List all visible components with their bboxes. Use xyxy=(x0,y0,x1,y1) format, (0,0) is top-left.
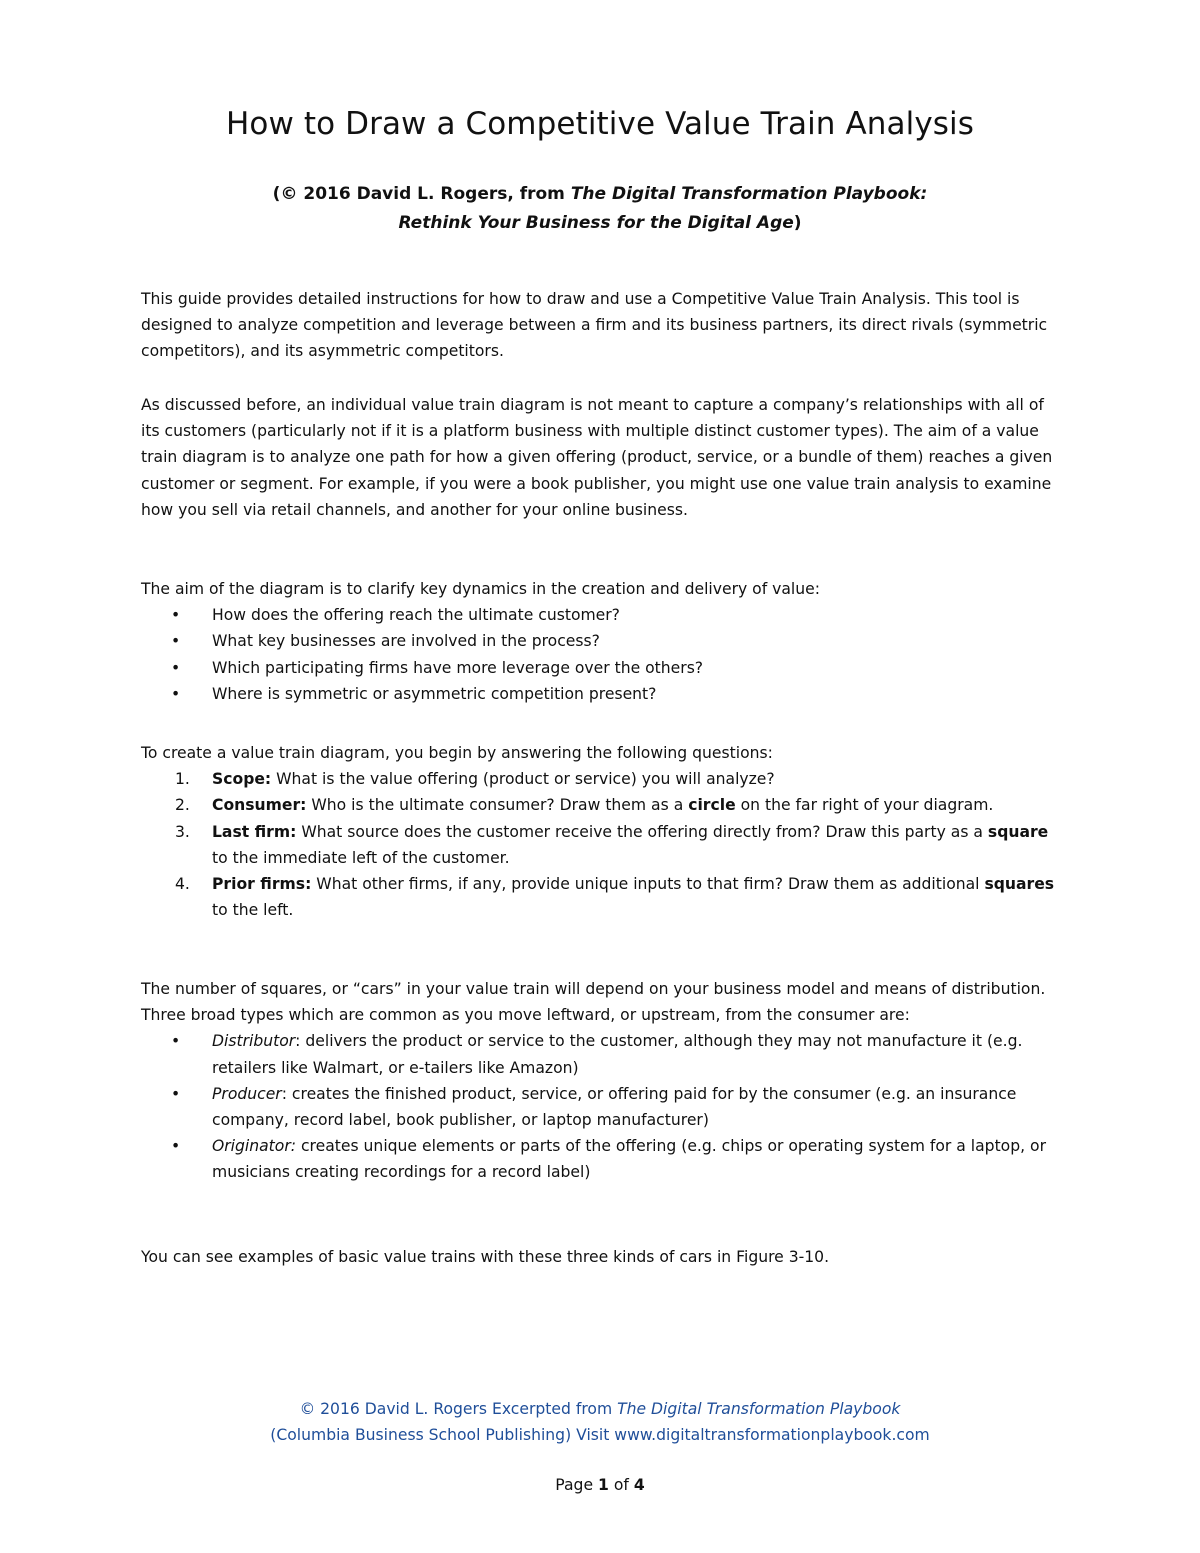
list-item xyxy=(141,792,1066,818)
step-emphasis: circle xyxy=(688,796,736,815)
closing-paragraph xyxy=(141,1244,1066,1270)
page-footer xyxy=(0,1396,1200,1448)
list-item xyxy=(141,1133,1066,1185)
step-label: Consumer: xyxy=(212,796,307,815)
step-number: 1. xyxy=(175,770,190,789)
subtitle-suffix: ) xyxy=(793,213,802,233)
list-item xyxy=(141,602,1066,628)
footer-line-2: (Columbia Business School Publishing) Visit www.digitaltransformationplaybook.com xyxy=(270,1426,930,1444)
closing-text: You can see examples of basic value trains with these three kinds of cars in Figure 3-10. xyxy=(141,1248,830,1266)
car-type-label: Producer xyxy=(212,1084,282,1103)
list-item xyxy=(141,681,1066,707)
bullet-icon: • xyxy=(171,632,181,651)
step-text: What is the value offering (product or service) you will analyze? xyxy=(271,770,775,789)
step-label: Last firm: xyxy=(212,822,297,841)
bullet-icon: • xyxy=(171,684,181,703)
step-number: 4. xyxy=(175,875,190,894)
footer-copyright: © 2016 David L. Rogers Excerpted from xyxy=(299,1400,618,1418)
step-text-end: on the far right of your diagram. xyxy=(735,796,994,815)
step-emphasis: square xyxy=(987,822,1049,841)
page-number-sep: of xyxy=(608,1476,634,1494)
subtitle-book-subtitle: Rethink Your Business for the Digital Age xyxy=(398,213,794,233)
list-item xyxy=(141,766,1066,792)
aim-lead: The aim of the diagram is to clarify key dynamics in the creation and delivery of value: xyxy=(141,580,820,598)
create-steps-list xyxy=(141,766,1066,923)
list-item xyxy=(141,628,1066,654)
create-section xyxy=(141,740,1066,923)
footer-book-title: The Digital Transformation Playbook xyxy=(617,1400,901,1418)
list-item-text: Which participating firms have more leverage over the others? xyxy=(212,658,704,677)
step-number: 3. xyxy=(175,822,190,841)
list-item xyxy=(141,871,1066,923)
create-lead: To create a value train diagram, you begin by answering the following questions: xyxy=(141,744,773,762)
page-number xyxy=(0,1476,1200,1494)
subtitle-line-2 xyxy=(0,209,1200,238)
subtitle-book-title: The Digital Transformation Playbook: xyxy=(570,184,928,204)
step-label: Prior firms: xyxy=(212,875,312,894)
car-type-text: : creates the finished product, service, or offering paid for by the consumer (e.g. an insurance company, record label, book publisher, or laptop manufacturer) xyxy=(212,1084,1017,1130)
cars-bullet-list xyxy=(141,1028,1066,1185)
footer-line-1 xyxy=(0,1396,1200,1422)
cars-section xyxy=(141,976,1066,1186)
cars-lead: The number of squares, or “cars” in your value train will depend on your business model and means of distribution. Three broad types which are common as you move leftward, or upstream, from the consumer are: xyxy=(141,980,1046,1025)
paragraph-value-train xyxy=(141,392,1066,523)
bullet-icon: • xyxy=(171,658,181,677)
step-label: Scope: xyxy=(212,770,272,789)
page-number-prefix: Page xyxy=(555,1476,599,1494)
intro-text: This guide provides detailed instructions for how to draw and use a Competitive Value Train Analysis. This tool is designed to analyze competition and leverage between a firm and its business partners, its direct rivals (symmetric competitors), and its asymmetric competitors. xyxy=(141,290,1048,361)
step-emphasis: squares xyxy=(984,875,1055,894)
car-type-text: creates unique elements or parts of the offering (e.g. chips or operating system for a laptop, or musicians creating recordings for a record label) xyxy=(212,1137,1046,1182)
list-item xyxy=(141,655,1066,681)
car-type-text: : delivers the product or service to the customer, although they may not manufacture it (e.g. retailers like Walmart, or e-tailers like Amazon) xyxy=(212,1032,1023,1077)
subtitle-prefix: (© 2016 David L. Rogers, from xyxy=(272,184,571,204)
subtitle-line-1 xyxy=(0,180,1200,209)
intro-paragraph xyxy=(141,286,1066,365)
aim-bullet-list xyxy=(141,602,1066,707)
step-text: Who is the ultimate consumer? Draw them as a xyxy=(306,796,689,815)
aim-section xyxy=(141,576,1066,707)
list-item-text: Where is symmetric or asymmetric competition present? xyxy=(212,684,657,703)
list-item xyxy=(141,819,1066,871)
step-number: 2. xyxy=(175,796,190,815)
bullet-icon: • xyxy=(171,606,181,625)
page-number-current: 1 xyxy=(598,1476,609,1494)
bullet-icon: • xyxy=(171,1137,181,1156)
page-number-total: 4 xyxy=(633,1476,645,1494)
bullet-icon: • xyxy=(171,1032,181,1051)
list-item-text: What key businesses are involved in the process? xyxy=(212,632,600,651)
step-text: What source does the customer receive the offering directly from? Draw this party as a xyxy=(296,822,988,841)
paragraph-value-train-text: As discussed before, an individual value train diagram is not meant to capture a company’s relationships with all of its customers (particularly not if it is a platform business with multiple distinct customer types). The aim of a value train diagram is to analyze one path for how a given offering (product, service, or a bundle of them) reaches a given customer or segment. For example, if you were a book publisher, you might use one value train analysis to examine how you sell via retail channels, and another for your online business. xyxy=(141,396,1053,519)
list-item-text: How does the offering reach the ultimate customer? xyxy=(212,606,620,625)
car-type-label: Distributor xyxy=(212,1032,296,1051)
car-type-label: Originator: xyxy=(212,1137,297,1156)
step-text-end: to the left. xyxy=(212,901,294,920)
list-item xyxy=(141,1081,1066,1133)
step-text: What other firms, if any, provide unique inputs to that firm? Draw them as additional xyxy=(311,875,985,894)
list-item xyxy=(141,1028,1066,1080)
document-title: How to Draw a Competitive Value Train Analysis xyxy=(225,106,975,142)
document-subtitle xyxy=(0,180,1200,238)
step-text-end: to the immediate left of the customer. xyxy=(212,848,510,867)
bullet-icon: • xyxy=(171,1084,181,1103)
